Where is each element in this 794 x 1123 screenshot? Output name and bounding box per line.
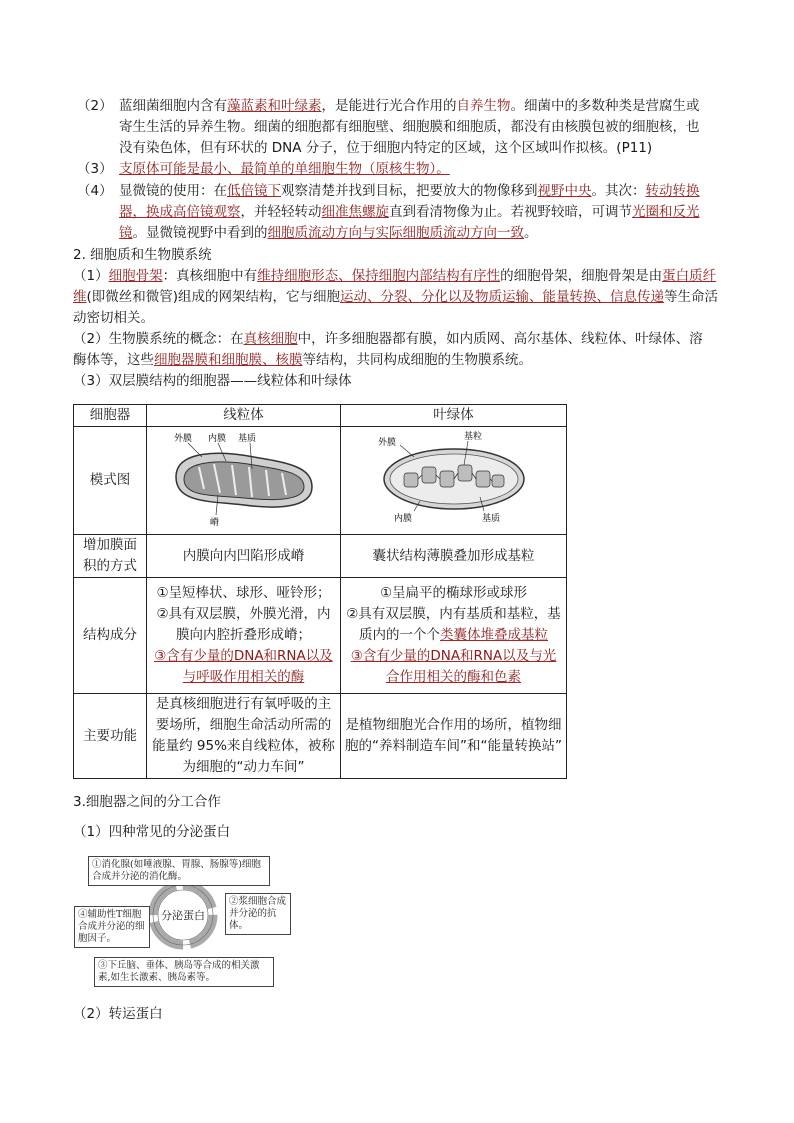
highlight-text: 转动转换 <box>645 183 700 199</box>
highlight-text: 细胞骨架 <box>108 268 163 284</box>
cell-highlight-text: ③含有少量的DNA和RNA以及与呼吸作用相关的酶 <box>154 648 333 685</box>
text: 蓝细菌细胞内含有 <box>119 98 227 114</box>
highlight-text: 低倍镜下 <box>227 183 281 199</box>
text: 等结构，共同构成细胞的生物膜系统。 <box>302 352 532 368</box>
text: 显微镜的使用：在 <box>119 183 227 199</box>
table-row <box>74 535 567 578</box>
diagram-label: 内膜 <box>207 434 226 444</box>
highlight-text: 维 <box>73 289 87 305</box>
paragraph-line <box>119 96 700 117</box>
table-cell: 是植物细胞光合作用的场所，植物细胞的“养料制造车间”和“能量转换站” <box>341 694 567 779</box>
text: 的细胞骨架，细胞骨架是由 <box>500 268 663 284</box>
highlight-text: 视野中央 <box>537 183 592 199</box>
paragraph-line <box>119 223 538 244</box>
text: 。其次： <box>591 183 646 199</box>
paragraph-line <box>73 266 716 287</box>
text: 观察清楚并找到目标，把要放大的物像移到 <box>281 183 538 199</box>
section-heading: 3.细胞器之间的分工合作 <box>73 794 221 810</box>
text: （1） <box>73 268 109 284</box>
row-label: 主要功能 <box>74 694 147 779</box>
highlight-text: 类囊体堆叠成基粒 <box>440 627 548 643</box>
paragraph-line: （3）双层膜结构的细胞器——线粒体和叶绿体 <box>73 373 352 389</box>
text: ②具有双层膜，内有基质和基粒，基质内的一个个 <box>346 606 561 643</box>
table-row <box>74 694 567 779</box>
cell-highlight-text: ③含有少量的DNA和RNA以及与光合作用相关的酶和色素 <box>350 648 557 685</box>
cell-text: ①呈短棒状、球形、哑铃形； <box>156 585 331 601</box>
label-leader <box>400 445 414 457</box>
text: 直到看清物像为止。若视野较暗，可调节 <box>389 204 632 220</box>
cell-text: ①呈扁平的椭球形或球形 <box>379 585 528 601</box>
text: ，是能进行光合作用的 <box>321 98 457 114</box>
paragraph-line <box>119 202 700 223</box>
text: 。细菌中的多数种类是营腐生或 <box>510 98 700 114</box>
table-header: 线粒体 <box>147 405 341 427</box>
secretory-box-2: ②浆细胞合成并分泌的抗体。 <box>225 893 291 935</box>
section-heading: 2. 细胞质和生物膜系统 <box>73 247 212 263</box>
highlight-text: 维持细胞形态、保持细胞内部结构有序性 <box>257 268 501 284</box>
text: 。显微镜视野中看到的 <box>132 225 268 241</box>
cell-text: ②具有双层膜，外膜光滑，内膜向内腔折叠形成嵴； <box>156 606 331 643</box>
text: (即微丝和微管)组成的网架结构，它与细胞 <box>86 289 341 305</box>
diagram-label: 外膜 <box>377 438 396 448</box>
text: 。 <box>524 225 538 241</box>
chloroplast-diagram <box>364 427 544 527</box>
diagram-label: 基质 <box>237 434 256 444</box>
highlight-text: 蛋白质纤 <box>662 268 717 284</box>
paragraph-line: 动密切相关。 <box>73 310 154 326</box>
table-header: 细胞器 <box>74 405 147 427</box>
highlight-text: 镜 <box>119 225 133 241</box>
table-cell <box>147 578 341 694</box>
item-number: （4） <box>77 183 113 199</box>
item-number: （3） <box>77 161 113 177</box>
table-cell: 是真核细胞进行有氧呼吸的主要场所，细胞生命活动所需的能量约 95%来自线粒体，被称为细胞的“动力车间” <box>147 694 341 779</box>
table-row <box>74 427 567 535</box>
item-number: （2） <box>77 98 113 114</box>
text: （2）生物膜系统的概念：在 <box>73 331 244 347</box>
paragraph-line <box>119 181 700 202</box>
paragraph-line <box>73 287 718 308</box>
diagram-label: 嵴 <box>209 518 219 527</box>
text: 等生命活 <box>664 289 719 305</box>
organelle-table <box>73 404 567 779</box>
table-cell: 囊状结构薄膜叠加形成基粒 <box>341 535 567 578</box>
secretory-box-4: ④辅助性T细胞合成并分泌的细胞因子。 <box>74 906 150 948</box>
highlight-text: 细胞器膜和细胞膜、核膜 <box>154 352 303 368</box>
highlight-text: 细准焦螺旋 <box>321 204 389 220</box>
label-leader <box>188 443 202 457</box>
subheading: （1）四种常见的分泌蛋白 <box>73 824 231 840</box>
paragraph-line: 没有染色体，但有环状的 DNA 分子，位于细胞内特定的区域，这个区域叫作拟核。(P11) <box>119 140 653 156</box>
cell-text <box>345 604 562 646</box>
text: 酶体等，这些 <box>73 352 154 368</box>
text: 中，许多细胞器都有膜，如内质网、高尔基体、线粒体、叶绿体、溶 <box>297 331 703 347</box>
table-row <box>74 578 567 694</box>
highlight-text: 光圈和反光 <box>632 204 700 220</box>
diagram-label: 基质 <box>481 514 500 524</box>
cycle-diagram <box>148 880 218 950</box>
diagram-label: 内膜 <box>393 514 412 524</box>
highlight-text: 细胞质流动方向与实际细胞质流动方向一致 <box>267 225 524 241</box>
highlight-text: 器，换成高倍镜观察 <box>119 204 241 220</box>
paragraph-line: 支原体可能是最小、最简单的单细胞生物（原核生物）。 <box>119 161 450 177</box>
mitochondria-diagram-cell <box>147 427 341 535</box>
secretory-box-1: ①消化腺(如唾液腺、胃腺、肠腺等)细胞合成并分泌的消化酶。 <box>88 856 270 886</box>
mitochondria-diagram <box>154 427 334 527</box>
highlight-text: 运动、分裂、分化以及物质运输、能量转换、信息传递 <box>340 289 665 305</box>
paragraph-line <box>73 329 703 350</box>
highlight-text: 真核细胞 <box>243 331 298 347</box>
diagram-label: 外膜 <box>173 434 192 444</box>
highlight-text: 藻蓝素和叶绿素 <box>227 98 322 114</box>
table-cell <box>341 578 567 694</box>
diagram-label: 基粒 <box>463 432 482 442</box>
text: ，并轻轻转动 <box>240 204 322 220</box>
row-label: 模式图 <box>74 427 147 535</box>
center-label: 分泌蛋白 <box>161 909 205 922</box>
table-header: 叶绿体 <box>341 405 567 427</box>
chloroplast-diagram-cell <box>341 427 567 535</box>
table-row <box>74 405 567 427</box>
row-label: 增加膜面积的方式 <box>74 535 147 578</box>
secretory-box-3: ③下丘脑、垂体、胰岛等合成的相关激素,如生长激素、胰岛素等。 <box>94 957 274 987</box>
subheading: （2）转运蛋白 <box>73 1006 163 1022</box>
row-label: 结构成分 <box>74 578 147 694</box>
paragraph-line: 寄生生活的异养生物。细菌的细胞都有细胞壁、细胞膜和细胞质，都没有由核膜包被的细胞核，也 <box>119 119 700 135</box>
table-cell: 内膜向内凹陷形成嵴 <box>147 535 341 578</box>
text: ：真核细胞中有 <box>162 268 258 284</box>
highlight-text: 自养生物 <box>456 98 511 114</box>
paragraph-line <box>73 350 532 371</box>
